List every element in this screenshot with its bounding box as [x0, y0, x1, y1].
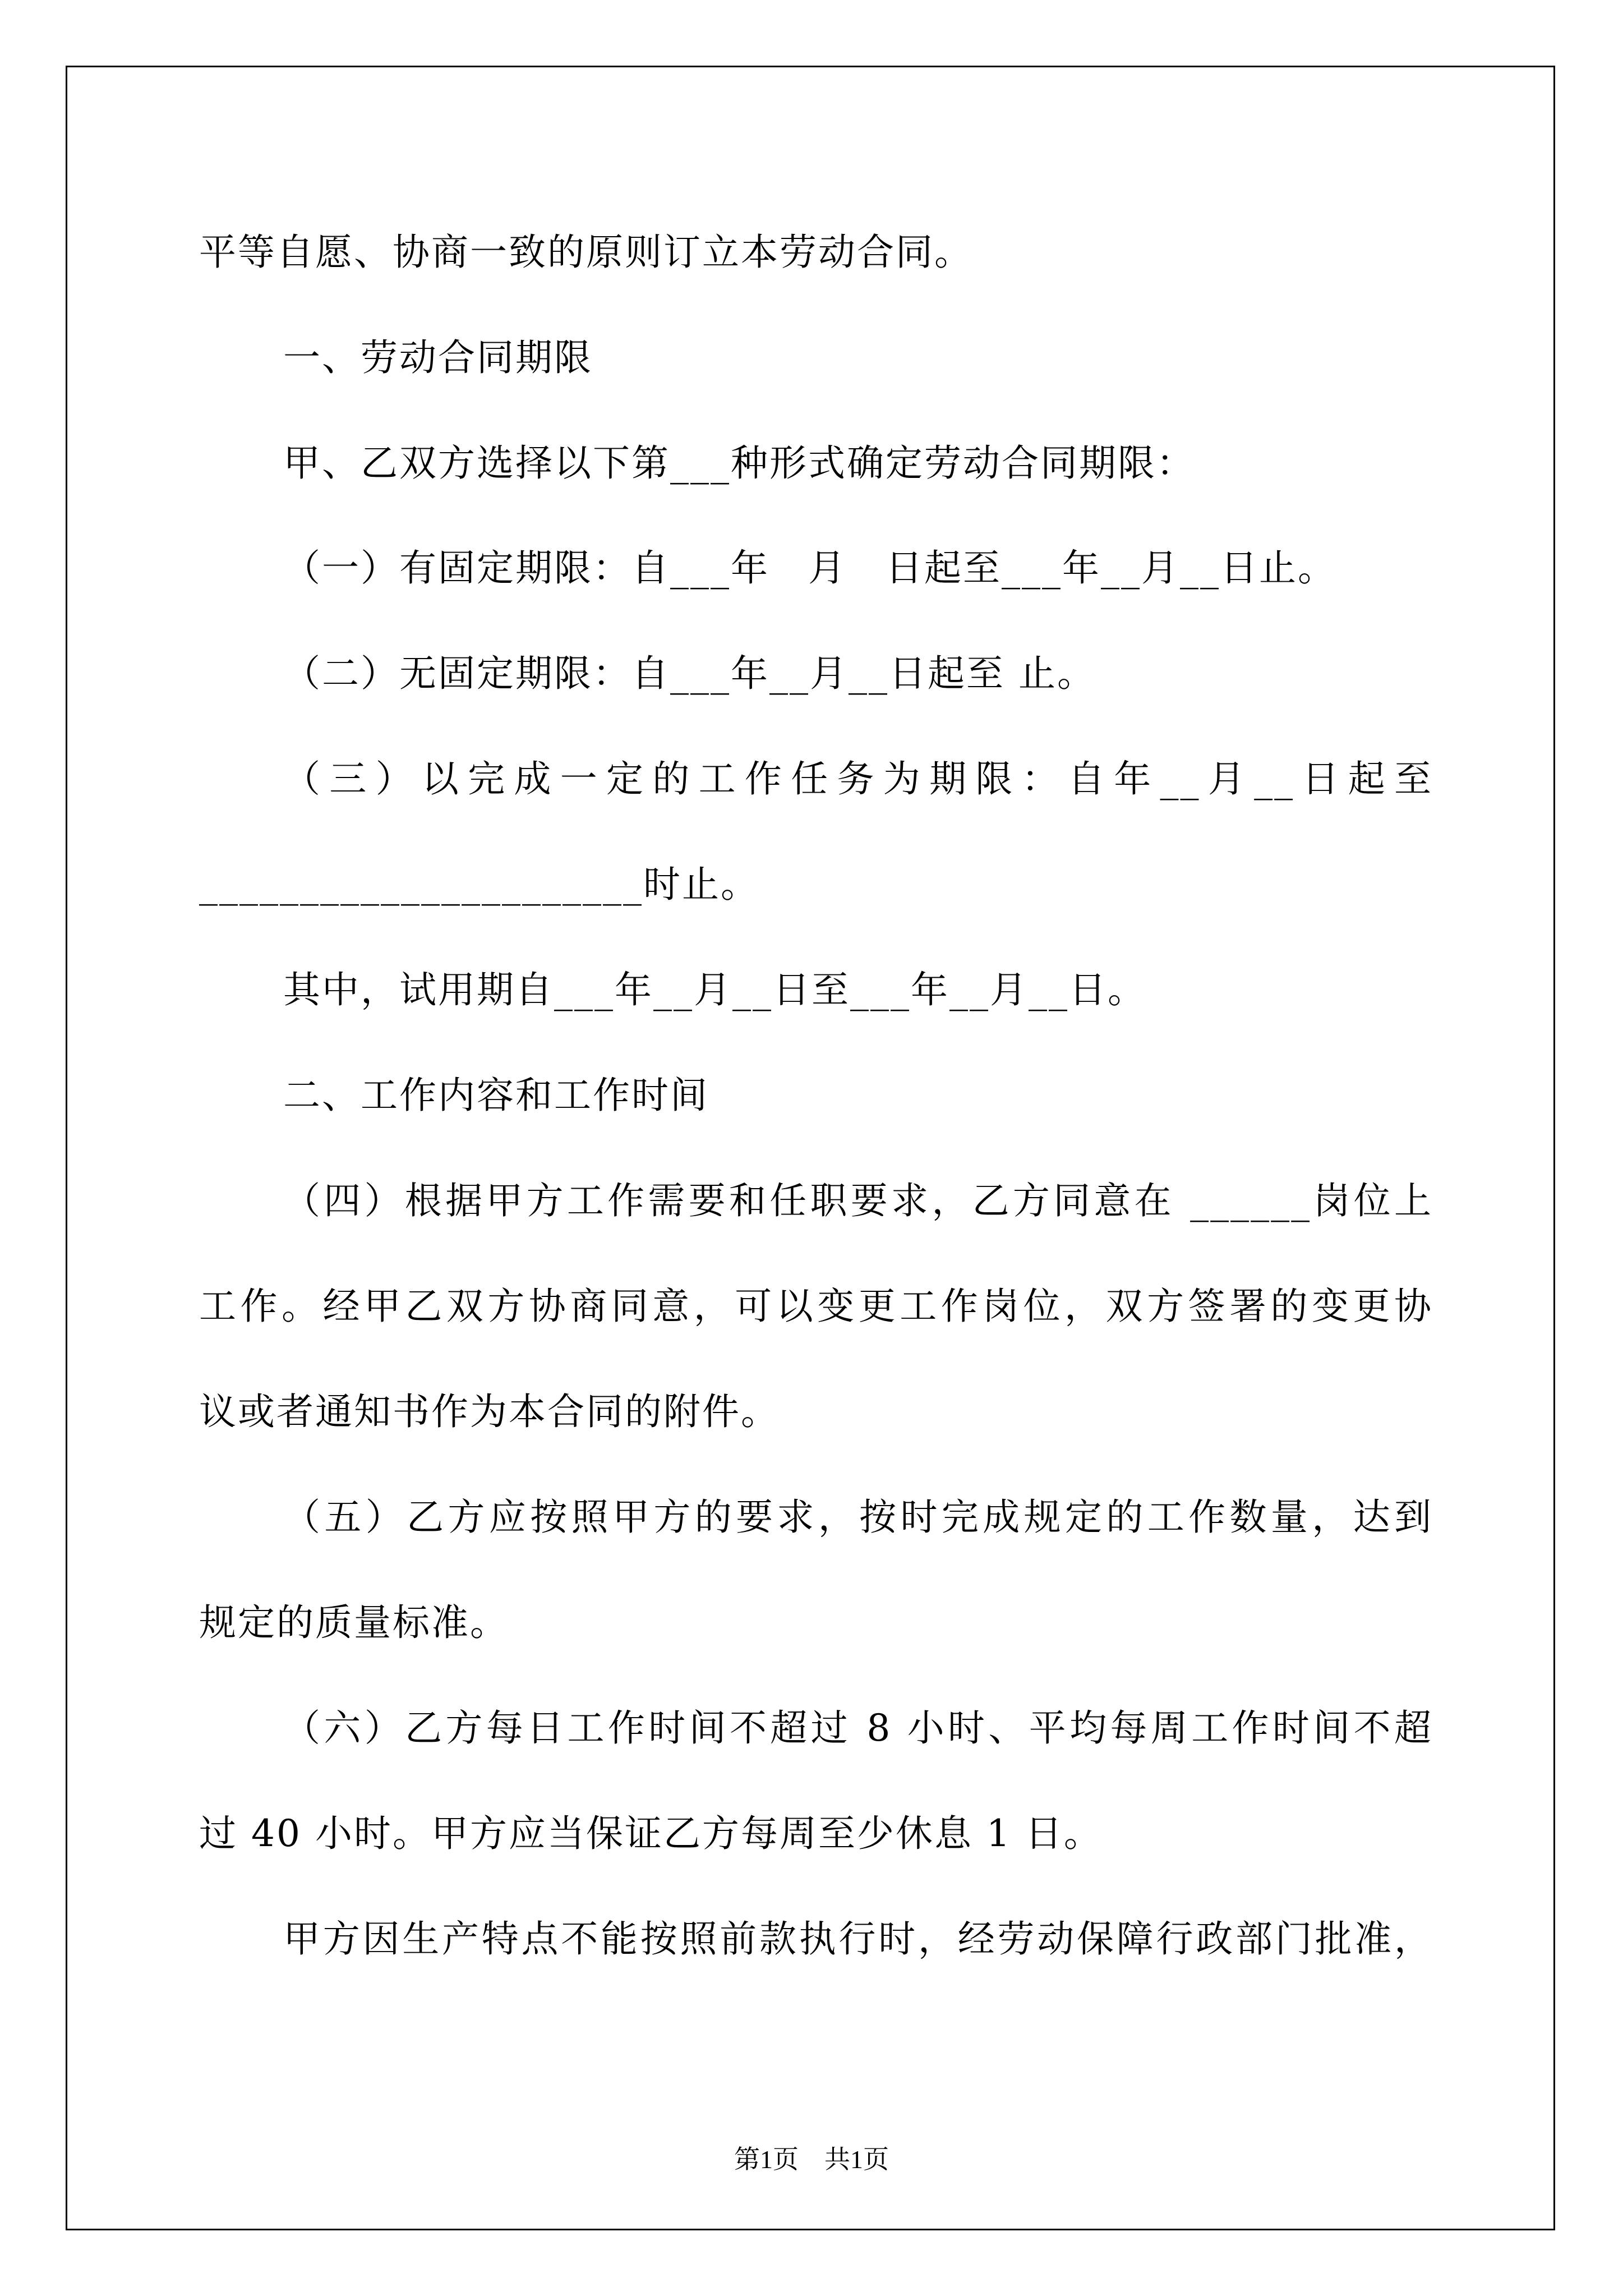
- page-footer: 第1页 共1页: [734, 2145, 889, 2174]
- text-line-5: （二）无固定期限：自___年__月__日起至 止。: [283, 652, 1096, 695]
- text-line-12: 议或者通知书作为本合同的附件。: [199, 1390, 780, 1433]
- text-line-8: 其中，试用期自___年__月__日至___年__月__日。: [283, 968, 1146, 1011]
- text-line-16: 过 40 小时。甲方应当保证乙方每周至少休息 1 日。: [199, 1812, 1103, 1855]
- text-line-4: （一）有固定期限：自___年 月 日起至___年__月__日止。: [283, 546, 1336, 590]
- page-border: [66, 66, 1555, 2230]
- text-line-11: 工作。经甲乙双方协商同意，可以变更工作岗位，双方签署的变更协: [199, 1285, 1433, 1328]
- text-line-10: （四）根据甲方工作需要和任职要求，乙方同意在 ______岗位上: [283, 1179, 1433, 1222]
- text-line-7: ______________________时止。: [199, 863, 759, 906]
- text-line-17: 甲方因生产特点不能按照前款执行时，经劳动保障行政部门批准，: [283, 1917, 1433, 1961]
- section-heading-work-content: 二、工作内容和工作时间: [283, 1074, 709, 1117]
- text-line-14: 规定的质量标准。: [199, 1601, 509, 1644]
- text-line-15: （六）乙方每日工作时间不超过 8 小时、平均每周工作时间不超: [283, 1706, 1433, 1750]
- text-line-1: 平等自愿、协商一致的原则订立本劳动合同。: [199, 231, 973, 274]
- text-line-6: （三）以完成一定的工作任务为期限：自年__月__日起至: [283, 757, 1433, 800]
- text-line-13: （五）乙方应按照甲方的要求，按时完成规定的工作数量，达到: [283, 1496, 1433, 1539]
- section-heading-contract-term: 一、劳动合同期限: [283, 336, 593, 379]
- text-line-3: 甲、乙双方选择以下第___种形式确定劳动合同期限：: [283, 441, 1195, 485]
